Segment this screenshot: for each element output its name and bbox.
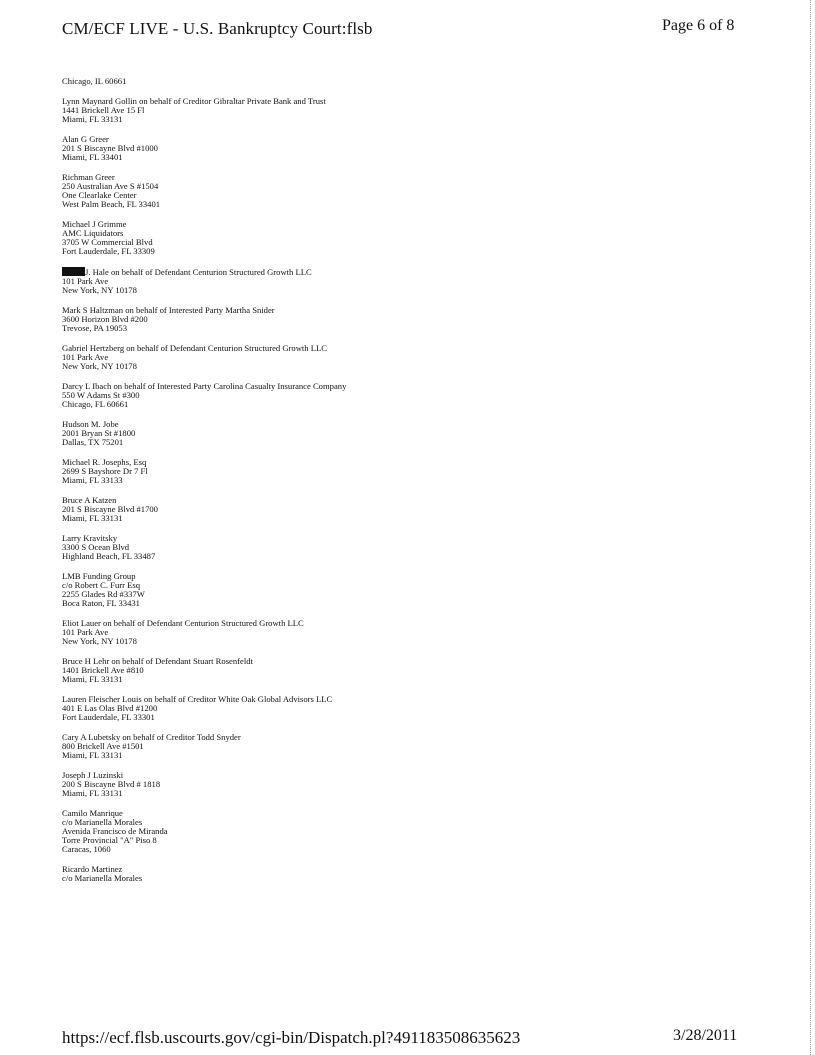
entry-address-line: Miami, FL 33401 bbox=[62, 151, 123, 162]
entry-name-line: Eliot Lauer on behalf of Defendant Centurion Structured Growth LLC bbox=[62, 617, 304, 628]
entry-address-line: c/o Marianella Morales bbox=[62, 816, 143, 827]
entry-address-line: 250 Australian Ave S #1504 bbox=[62, 180, 159, 191]
service-list-entry bbox=[62, 267, 782, 295]
entry-name-line bbox=[62, 267, 782, 277]
entry-address-line: Avenida Francisco de Miranda bbox=[62, 825, 168, 836]
entry-address-line: West Palm Beach, FL 33401 bbox=[62, 199, 161, 209]
entry-address-line: 3600 Horizon Blvd #200 bbox=[62, 313, 148, 324]
entry-address-line: Fort Lauderdale, FL 33309 bbox=[62, 246, 155, 257]
entry-address-line: New York, NY 10178 bbox=[62, 285, 137, 296]
entry-name-line: LMB Funding Group bbox=[62, 570, 136, 581]
entry-name-line: Alan G Greer bbox=[62, 133, 109, 144]
entry-name-text: J. Hale on behalf of Defendant Centurion Structured Growth LLC bbox=[85, 266, 312, 277]
service-list-entry bbox=[62, 220, 782, 256]
footer-url: https://ecf.flsb.uscourts.gov/cgi-bin/Dispatch.pl?491183508635623 bbox=[62, 1028, 521, 1047]
service-list-entry bbox=[62, 306, 782, 333]
entry-address-line: Dallas, TX 75201 bbox=[62, 436, 124, 447]
entry-address-line: Miami, FL 33131 bbox=[62, 113, 123, 124]
service-list-entry bbox=[62, 496, 782, 523]
entry-name-line: Michael R. Josephs, Esq bbox=[62, 456, 147, 467]
entry-address-line: 2255 Glades Rd #337W bbox=[62, 588, 145, 599]
service-list-entry bbox=[62, 420, 782, 447]
redaction-block bbox=[62, 267, 85, 276]
entry-address-line: 101 Park Ave bbox=[62, 626, 109, 637]
service-list-entry bbox=[62, 619, 782, 646]
entry-address-line: Caracas, 1060 bbox=[62, 843, 111, 854]
entry-address-line: 2699 S Bayshore Dr 7 Fl bbox=[62, 465, 148, 476]
page-edge-divider bbox=[810, 0, 811, 1055]
service-list-entry bbox=[62, 809, 782, 854]
service-list-entry bbox=[62, 97, 782, 124]
entry-name-line: Hudson M. Jobe bbox=[62, 418, 119, 429]
entry-address-line: c/o Marianella Morales bbox=[62, 872, 143, 883]
entry-address-line: New York, NY 10178 bbox=[62, 635, 137, 646]
entry-name-line: Michael J Grimme bbox=[62, 218, 127, 229]
entry-address-line: 1441 Brickell Ave 15 Fl bbox=[62, 104, 145, 115]
entry-address-line: 101 Park Ave bbox=[62, 351, 109, 362]
entry-name-line: Ricardo Martinez bbox=[62, 863, 123, 874]
entry-name-line: Larry Kravitsky bbox=[62, 532, 118, 543]
entry-name-line: Bruce H Lehr on behalf of Defendant Stuart Rosenfeldt bbox=[62, 655, 253, 666]
entry-address-line: Miami, FL 33131 bbox=[62, 673, 123, 684]
entry-address-line: Miami, FL 33131 bbox=[62, 787, 123, 798]
entry-name-line: Darcy L Ibach on behalf of Interested Party Carolina Casualty Insurance Company bbox=[62, 380, 347, 391]
footer-date: 3/28/2011 bbox=[673, 1027, 738, 1044]
entry-address-line: Torre Provincial "A" Piso 8 bbox=[62, 834, 157, 845]
service-list-entry bbox=[62, 135, 782, 162]
entry-name-line: Mark S Haltzman on behalf of Interested Party Martha Snider bbox=[62, 304, 275, 315]
entry-name-line: Richman Greer bbox=[62, 171, 115, 182]
entry-address-line: Miami, FL 33133 bbox=[62, 474, 123, 485]
service-list-entry bbox=[62, 733, 782, 760]
creditor-service-list bbox=[62, 77, 782, 894]
entry-address-line: 2001 Bryan St #1800 bbox=[62, 427, 136, 438]
entry-address-line: 401 E Las Olas Blvd #1200 bbox=[62, 702, 158, 713]
service-list-entry bbox=[62, 695, 782, 722]
service-list-entry bbox=[62, 771, 782, 798]
entry-address-line: Boca Raton, FL 33431 bbox=[62, 597, 140, 608]
entry-address-line: Chicago, FL 60661 bbox=[62, 398, 129, 409]
service-list-entry bbox=[62, 572, 782, 608]
entry-address-line: 101 Park Ave bbox=[62, 275, 109, 286]
entry-address-line: Miami, FL 33131 bbox=[62, 749, 123, 760]
entry-address-line: New York, NY 10178 bbox=[62, 360, 137, 371]
entry-address-line: 800 Brickell Ave #1501 bbox=[62, 740, 144, 751]
entry-address-line: 550 W Adams St #300 bbox=[62, 389, 140, 400]
entry-name-line: Lynn Maynard Gollin on behalf of Creditor Gibraltar Private Bank and Trust bbox=[62, 95, 326, 106]
entry-name-line: Gabriel Hertzberg on behalf of Defendant Centurion Structured Growth LLC bbox=[62, 342, 327, 353]
page-number: Page 6 of 8 bbox=[662, 17, 735, 34]
entry-name-line: Cary A Lubetsky on behalf of Creditor Todd Snyder bbox=[62, 731, 241, 742]
entry-address-line: Trevose, PA 19053 bbox=[62, 323, 128, 333]
entry-address-line: 3705 W Commercial Blvd bbox=[62, 236, 153, 247]
entry-address-line: AMC Liquidators bbox=[62, 227, 124, 238]
service-list-entry bbox=[62, 657, 782, 684]
entry-address-line: Highland Beach, FL 33487 bbox=[62, 550, 156, 561]
service-list-entry bbox=[62, 344, 782, 371]
entry-name-line: Chicago, IL 60661 bbox=[62, 76, 127, 86]
service-list-entry bbox=[62, 77, 782, 86]
entry-address-line: 201 S Biscayne Blvd #1000 bbox=[62, 142, 158, 153]
entry-address-line: 1401 Brickell Ave #810 bbox=[62, 664, 144, 675]
entry-name-line: Bruce A Katzen bbox=[62, 494, 117, 505]
service-list-entry bbox=[62, 458, 782, 485]
entry-address-line: 3300 S Ocean Blvd bbox=[62, 541, 130, 552]
entry-address-line: 201 S Biscayne Blvd #1700 bbox=[62, 503, 158, 514]
service-list-entry bbox=[62, 382, 782, 409]
service-list-entry bbox=[62, 534, 782, 561]
entry-name-line: Joseph J Luzinski bbox=[62, 769, 124, 780]
entry-address-line: 200 S Biscayne Blvd # 1818 bbox=[62, 778, 161, 789]
entry-name-line: Lauren Fleischer Louis on behalf of Creditor White Oak Global Advisors LLC bbox=[62, 693, 333, 704]
service-list-entry bbox=[62, 865, 782, 883]
entry-address-line: c/o Robert C. Furr Esq bbox=[62, 579, 141, 590]
service-list-entry bbox=[62, 173, 782, 209]
entry-address-line: Fort Lauderdale, FL 33301 bbox=[62, 711, 155, 722]
entry-name-line: Camilo Manrique bbox=[62, 807, 123, 818]
entry-address-line: One Clearlake Center bbox=[62, 189, 137, 200]
page-header-title: CM/ECF LIVE - U.S. Bankruptcy Court:flsb bbox=[62, 19, 373, 38]
entry-address-line: Miami, FL 33131 bbox=[62, 512, 123, 523]
